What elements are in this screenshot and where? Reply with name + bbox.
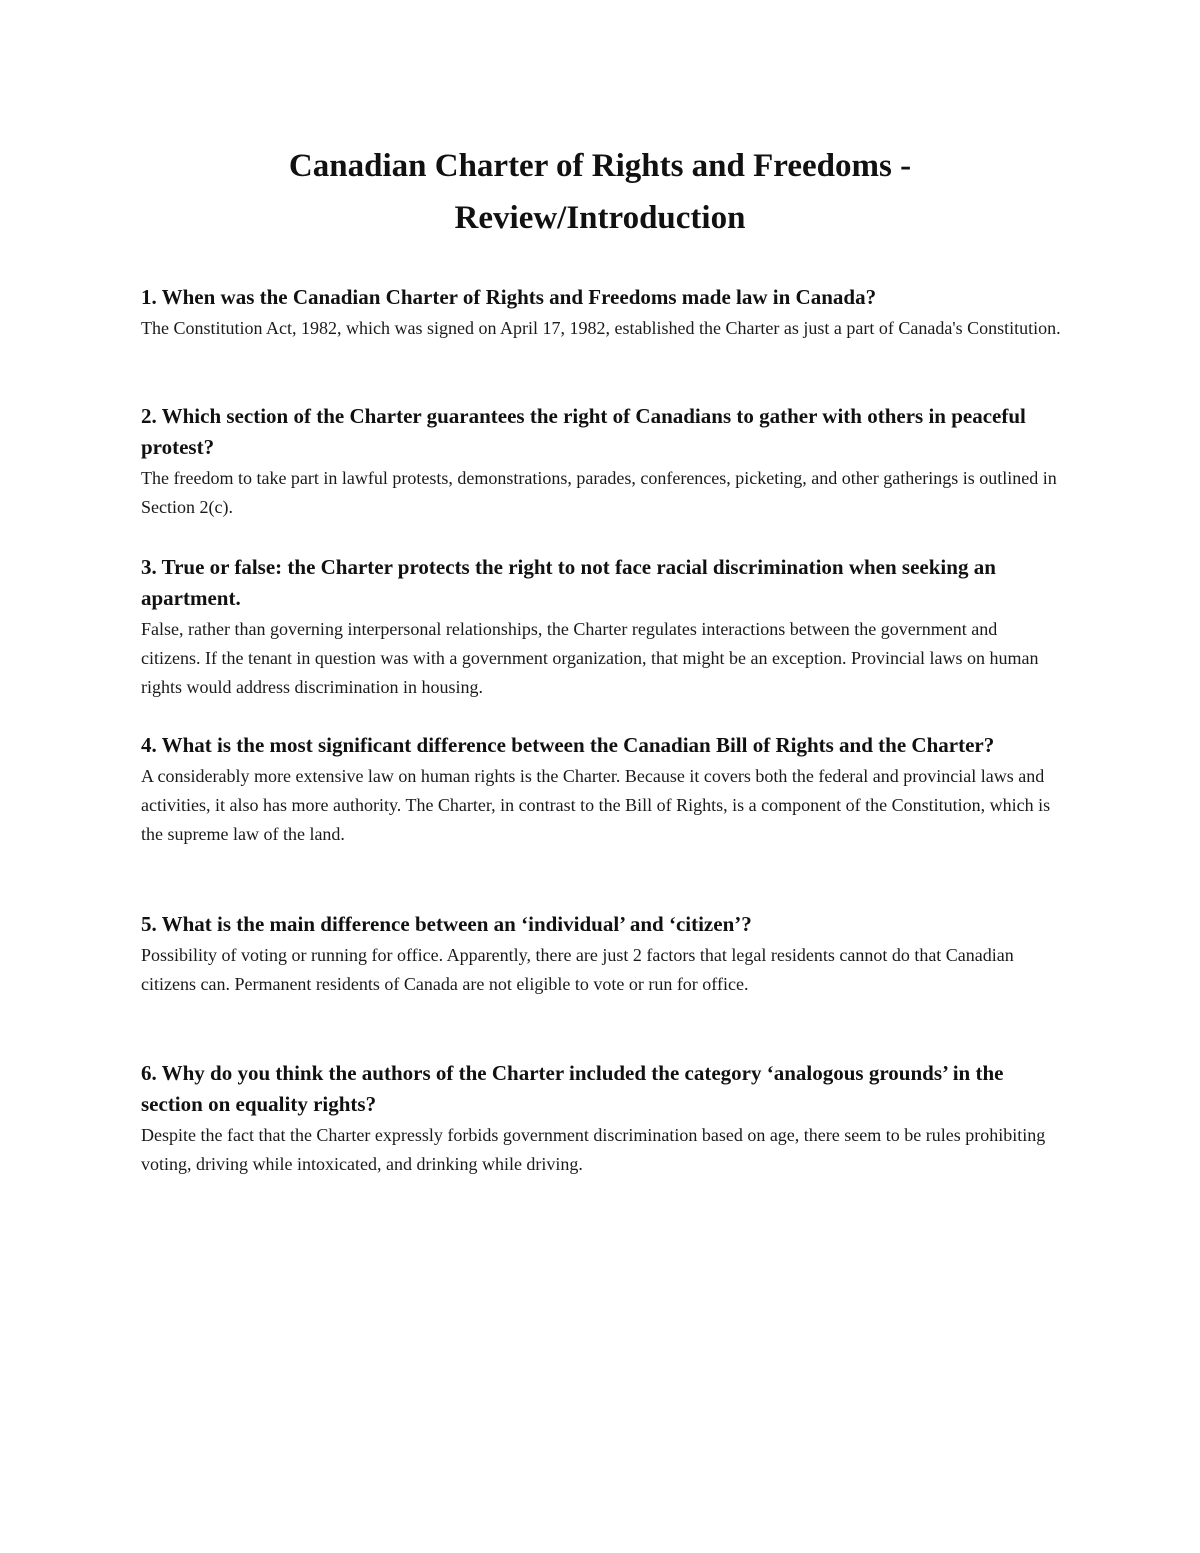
answer-4: A considerably more extensive law on human rights is the Charter. Because it covers both the federal and provincial laws and activities, it also has more authority. The Charter, in contrast to the Bill of Rights, is a component of the Constitution, which is the supreme law of the land. [141, 766, 1051, 844]
answer-1: The Constitution Act, 1982, which was signed on April 17, 1982, established the Charter as just a part of Canada's Constitution. [141, 318, 1061, 338]
answer-6: Despite the fact that the Charter expressly forbids government discrimination based on age, there seem to be rules prohibiting voting, driving while intoxicated, and drinking while driving. [141, 1125, 1046, 1174]
question-4: 4. What is the most significant difference between the Canadian Bill of Rights and the Charter? [141, 733, 995, 757]
qa-item-1 [141, 282, 1061, 343]
qa-item-3 [141, 552, 1061, 702]
qa-item-5 [141, 909, 1061, 999]
question-6: 6. Why do you think the authors of the Charter included the category ‘analogous grounds’ in the section on equality rights? [141, 1061, 1004, 1116]
answer-3: False, rather than governing interpersonal relationships, the Charter regulates interactions between the government and citizens. If the tenant in question was with a government organization, that might be an exception. Provincial laws on human rights would address discrimination in housing. [141, 619, 1039, 697]
answer-2: The freedom to take part in lawful protests, demonstrations, parades, conferences, picketing, and other gatherings is outlined in Section 2(c). [141, 468, 1057, 517]
title-line-1: Canadian Charter of Rights and Freedoms - [288, 148, 912, 184]
question-5: 5. What is the main difference between an ‘individual’ and ‘citizen’? [141, 912, 752, 936]
qa-item-2 [141, 401, 1061, 522]
qa-item-6 [141, 1058, 1061, 1179]
title-line-2: Review/Introduction [454, 200, 746, 236]
answer-5: Possibility of voting or running for office. Apparently, there are just 2 factors that legal residents cannot do that Canadian citizens can. Permanent residents of Canada are not eligible to vote or run for office. [141, 945, 1014, 994]
question-2: 2. Which section of the Charter guarantees the right of Canadians to gather with others in peaceful protest? [141, 404, 1026, 459]
qa-item-4 [141, 730, 1061, 849]
page-title [140, 140, 1060, 244]
question-3: 3. True or false: the Charter protects the right to not face racial discrimination when seeking an apartment. [141, 555, 996, 610]
question-1: 1. When was the Canadian Charter of Rights and Freedoms made law in Canada? [141, 285, 877, 309]
